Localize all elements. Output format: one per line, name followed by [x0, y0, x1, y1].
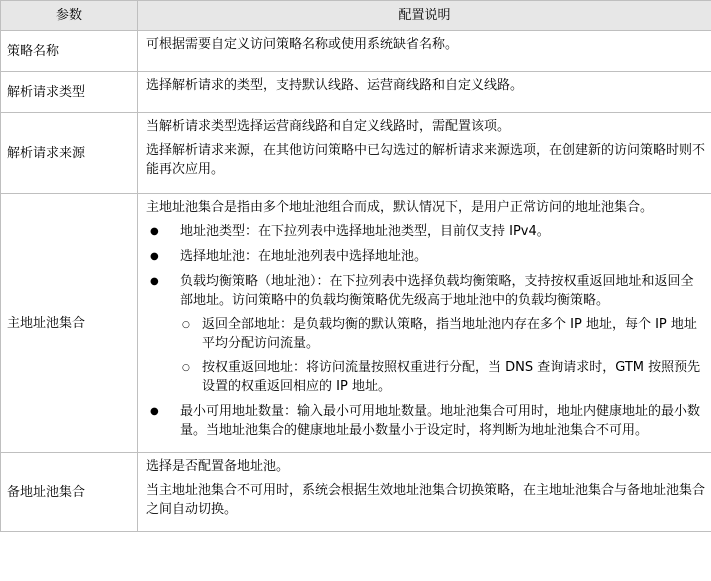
- desc-cell: [138, 194, 711, 453]
- desc-text: 主地址池集合是指由多个地址池组合而成，默认情况下，是用户正常访问的地址池集合。: [146, 200, 654, 215]
- list-item: [146, 402, 705, 440]
- list-item: [146, 272, 705, 396]
- desc-cell: [138, 31, 711, 72]
- desc-text: 选择是否配置备地址池。: [146, 459, 290, 474]
- list-item: [146, 247, 705, 266]
- sub-list-item: [180, 315, 705, 353]
- bullet-text: 选择地址池：在地址池列表中选择地址池。: [180, 249, 428, 264]
- param-cell: 策略名称: [1, 31, 138, 72]
- table-row: [1, 194, 711, 453]
- bullet-text: 地址池类型：在下拉列表中选择地址池类型，目前仅支持 IPv4。: [180, 224, 550, 239]
- param-cell: 备地址池集合: [1, 453, 138, 532]
- desc-cell: [138, 72, 711, 113]
- sub-list: [180, 315, 705, 396]
- sub-bullet-text: 返回全部地址：是负载均衡的默认策略，指当地址池内存在多个 IP 地址，每个 IP 地址平均分配访问流量。: [202, 317, 697, 351]
- param-cell: 主地址池集合: [1, 194, 138, 453]
- desc-text: 可根据需要自定义访问策略名称或使用系统缺省名称。: [146, 37, 459, 52]
- param-cell: 解析请求来源: [1, 113, 138, 194]
- table-header-row: [1, 1, 711, 31]
- table-row: [1, 113, 711, 194]
- desc-text: 选择解析请求来源，在其他访问策略中已勾选过的解析请求来源选项，在创建新的访问策略时则不能再次应用。: [146, 143, 706, 177]
- header-param: 参数: [1, 1, 138, 31]
- sub-list-item: [180, 358, 705, 396]
- param-cell: 解析请求类型: [1, 72, 138, 113]
- desc-text: 当解析请求类型选择运营商线路和自定义线路时，需配置该项。: [146, 119, 511, 134]
- bullet-text: 最小可用地址数量：输入最小可用地址数量。地址池集合可用时，地址内健康地址的最小数量。当地址池集合的健康地址最小数量小于设定时，将判断为地址池集合不可用。: [180, 404, 701, 438]
- table-row: [1, 453, 711, 532]
- bullet-list: [146, 222, 705, 440]
- desc-text: 选择解析请求的类型，支持默认线路、运营商线路和自定义线路。: [146, 78, 524, 93]
- table-row: [1, 31, 711, 72]
- header-desc: 配置说明: [138, 1, 711, 31]
- list-item: [146, 222, 705, 241]
- bullet-text: 负载均衡策略（地址池）：在下拉列表中选择负载均衡策略，支持按权重返回地址和返回全部地址。访问策略中的负载均衡策略优先级高于地址池中的负载均衡策略。: [180, 274, 694, 308]
- desc-cell: [138, 453, 711, 532]
- desc-text: 当主地址池集合不可用时，系统会根据生效地址池集合切换策略，在主地址池集合与备地址池集合之间自动切换。: [146, 483, 706, 517]
- sub-bullet-text: 按权重返回地址：将访问流量按照权重进行分配，当 DNS 查询请求时，GTM 按照预先设置的权重返回相应的 IP 地址。: [202, 360, 701, 394]
- desc-cell: [138, 113, 711, 194]
- table-row: [1, 72, 711, 113]
